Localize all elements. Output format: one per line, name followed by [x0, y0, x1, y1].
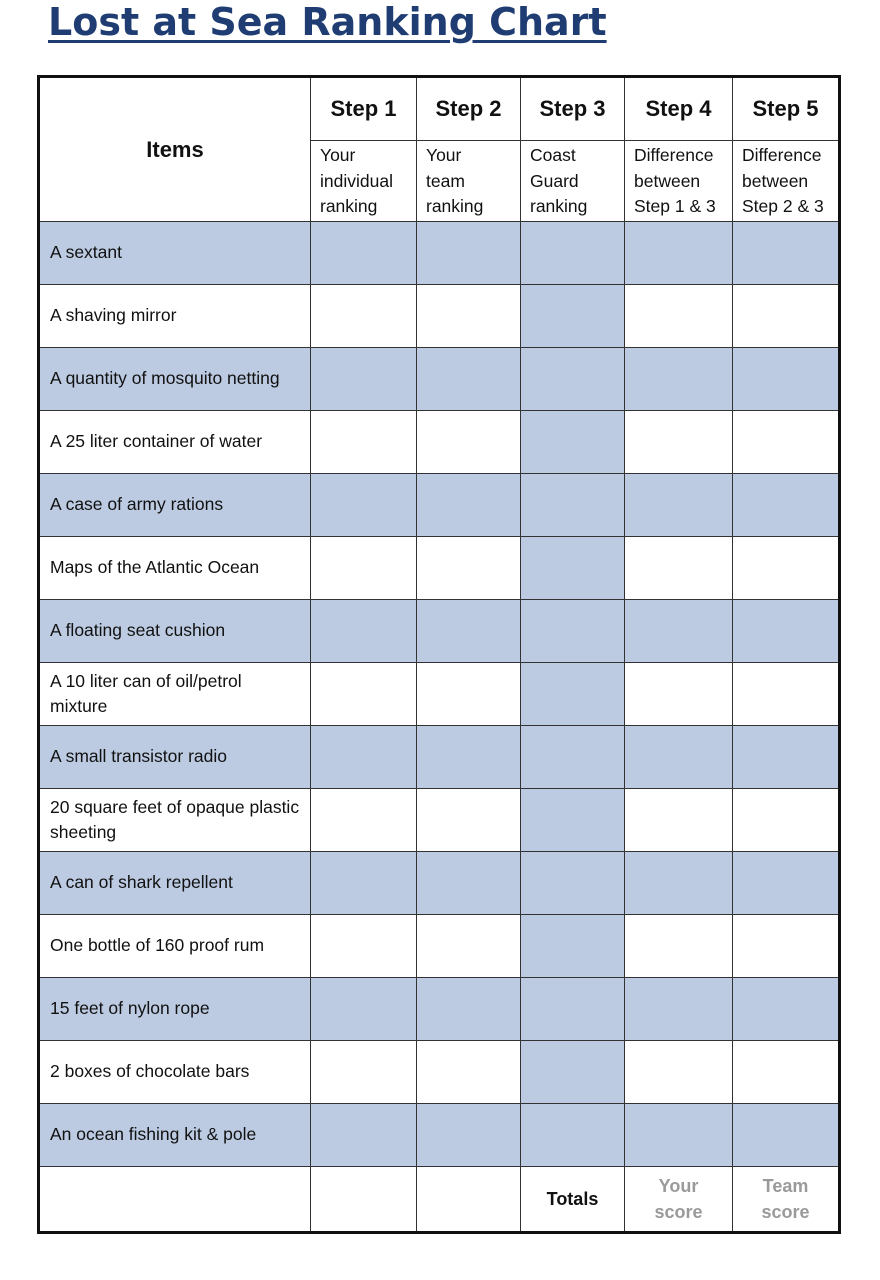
step-3-input-cell[interactable]: [521, 726, 625, 789]
table-row: [39, 663, 840, 726]
table-row: [39, 474, 840, 537]
step-1-input-cell[interactable]: [311, 1104, 417, 1167]
table-row: [39, 222, 840, 285]
step-3-input-cell[interactable]: [521, 537, 625, 600]
desc-line: Step 1 & 3: [634, 196, 716, 216]
item-name: A 10 liter can of oil/petrol mixture: [39, 663, 311, 726]
step-3-input-cell[interactable]: [521, 1104, 625, 1167]
step-1-input-cell[interactable]: [311, 537, 417, 600]
step-2-input-cell[interactable]: [417, 285, 521, 348]
step-2-input-cell[interactable]: [417, 978, 521, 1041]
table-row: [39, 348, 840, 411]
step-2-input-cell[interactable]: [417, 726, 521, 789]
step-2-input-cell[interactable]: [417, 348, 521, 411]
desc-line: Your: [320, 145, 356, 165]
step-3-header: Step 3: [521, 77, 625, 141]
step-2-input-cell[interactable]: [417, 411, 521, 474]
item-name: A quantity of mosquito netting: [39, 348, 311, 411]
step-1-input-cell[interactable]: [311, 726, 417, 789]
step-2-input-cell[interactable]: [417, 663, 521, 726]
step-5-input-cell[interactable]: [733, 348, 840, 411]
desc-line: Difference: [742, 145, 822, 165]
table-row: [39, 915, 840, 978]
table-row: [39, 537, 840, 600]
step-1-description: [311, 141, 417, 222]
step-3-description: [521, 141, 625, 222]
step-5-input-cell[interactable]: [733, 1104, 840, 1167]
items-header: Items: [39, 77, 311, 222]
item-name: A case of army rations: [39, 474, 311, 537]
step-3-input-cell[interactable]: [521, 348, 625, 411]
step-2-input-cell[interactable]: [417, 852, 521, 915]
desc-line: individual: [320, 170, 393, 191]
step-3-input-cell[interactable]: [521, 789, 625, 852]
step-5-input-cell[interactable]: [733, 978, 840, 1041]
step-5-header: Step 5: [733, 77, 840, 141]
step-4-description: [625, 141, 733, 222]
step-4-input-cell[interactable]: [625, 537, 733, 600]
step-4-input-cell[interactable]: [625, 411, 733, 474]
step-2-input-cell[interactable]: [417, 537, 521, 600]
team-score-cell[interactable]: [733, 1167, 840, 1233]
desc-line: ranking: [426, 196, 484, 216]
step-5-input-cell[interactable]: [733, 1041, 840, 1104]
ranking-table: [37, 75, 841, 1234]
item-name: A sextant: [39, 222, 311, 285]
item-name: A 25 liter container of water: [39, 411, 311, 474]
step-5-input-cell[interactable]: [733, 852, 840, 915]
step-1-total-cell[interactable]: [311, 1167, 417, 1233]
step-5-description: [733, 141, 840, 222]
step-4-input-cell[interactable]: [625, 1041, 733, 1104]
step-4-input-cell[interactable]: [625, 978, 733, 1041]
table-row: [39, 978, 840, 1041]
step-label-row: [39, 77, 840, 141]
team-score-label: Team: [762, 1176, 809, 1196]
item-name: 2 boxes of chocolate bars: [39, 1041, 311, 1104]
step-2-description: [417, 141, 521, 222]
step-4-input-cell[interactable]: [625, 600, 733, 663]
step-5-input-cell[interactable]: [733, 537, 840, 600]
step-2-input-cell[interactable]: [417, 474, 521, 537]
your-score-cell[interactable]: [625, 1167, 733, 1233]
desc-line: Coast: [530, 145, 576, 165]
step-2-input-cell[interactable]: [417, 915, 521, 978]
step-3-input-cell[interactable]: [521, 1041, 625, 1104]
item-name: Maps of the Atlantic Ocean: [39, 537, 311, 600]
step-3-input-cell[interactable]: [521, 285, 625, 348]
your-score-label: Your: [658, 1176, 699, 1196]
desc-line: ranking: [530, 196, 588, 216]
step-4-input-cell[interactable]: [625, 663, 733, 726]
step-1-input-cell[interactable]: [311, 411, 417, 474]
step-2-input-cell[interactable]: [417, 600, 521, 663]
step-4-input-cell[interactable]: [625, 852, 733, 915]
step-5-input-cell[interactable]: [733, 222, 840, 285]
desc-line: ranking: [320, 196, 378, 216]
step-1-input-cell[interactable]: [311, 285, 417, 348]
totals-row: [39, 1167, 840, 1233]
step-1-input-cell[interactable]: [311, 1041, 417, 1104]
step-5-input-cell[interactable]: [733, 600, 840, 663]
step-1-input-cell[interactable]: [311, 222, 417, 285]
step-3-input-cell[interactable]: [521, 474, 625, 537]
item-name: A shaving mirror: [39, 285, 311, 348]
item-name: 20 square feet of opaque plastic sheeting: [39, 789, 311, 852]
team-score-label: score: [761, 1202, 810, 1222]
step-1-input-cell[interactable]: [311, 600, 417, 663]
step-2-input-cell[interactable]: [417, 789, 521, 852]
step-5-input-cell[interactable]: [733, 915, 840, 978]
totals-label: Totals: [521, 1167, 625, 1233]
step-1-input-cell[interactable]: [311, 348, 417, 411]
step-1-header: Step 1: [311, 77, 417, 141]
item-name: One bottle of 160 proof rum: [39, 915, 311, 978]
step-5-input-cell[interactable]: [733, 726, 840, 789]
step-4-input-cell[interactable]: [625, 285, 733, 348]
table-row: [39, 726, 840, 789]
step-3-input-cell[interactable]: [521, 600, 625, 663]
step-5-input-cell[interactable]: [733, 285, 840, 348]
step-1-input-cell[interactable]: [311, 789, 417, 852]
step-1-input-cell[interactable]: [311, 852, 417, 915]
step-4-input-cell[interactable]: [625, 789, 733, 852]
item-name: A small transistor radio: [39, 726, 311, 789]
table-row: [39, 1104, 840, 1167]
step-4-input-cell[interactable]: [625, 1104, 733, 1167]
totals-empty-cell: [39, 1167, 311, 1233]
step-4-header: Step 4: [625, 77, 733, 141]
step-3-input-cell[interactable]: [521, 411, 625, 474]
step-5-input-cell[interactable]: [733, 411, 840, 474]
step-4-input-cell[interactable]: [625, 726, 733, 789]
desc-line: Guard: [530, 170, 579, 191]
page-title: Lost at Sea Ranking Chart: [48, 0, 607, 44]
step-4-input-cell[interactable]: [625, 474, 733, 537]
step-2-total-cell[interactable]: [417, 1167, 521, 1233]
step-1-input-cell[interactable]: [311, 915, 417, 978]
desc-line: Your: [426, 145, 462, 165]
step-4-input-cell[interactable]: [625, 348, 733, 411]
item-name: An ocean fishing kit & pole: [39, 1104, 311, 1167]
step-5-input-cell[interactable]: [733, 474, 840, 537]
step-4-input-cell[interactable]: [625, 222, 733, 285]
table-row: [39, 411, 840, 474]
item-name: A floating seat cushion: [39, 600, 311, 663]
step-2-input-cell[interactable]: [417, 1041, 521, 1104]
step-1-input-cell[interactable]: [311, 474, 417, 537]
step-4-input-cell[interactable]: [625, 915, 733, 978]
desc-line: between: [634, 170, 701, 191]
step-2-input-cell[interactable]: [417, 222, 521, 285]
step-5-input-cell[interactable]: [733, 663, 840, 726]
your-score-label: score: [654, 1202, 703, 1222]
desc-line: team: [426, 170, 465, 191]
desc-line: Step 2 & 3: [742, 196, 824, 216]
step-1-input-cell[interactable]: [311, 663, 417, 726]
table-row: [39, 600, 840, 663]
table-row: [39, 285, 840, 348]
item-name: A can of shark repellent: [39, 852, 311, 915]
step-5-input-cell[interactable]: [733, 789, 840, 852]
desc-line: Difference: [634, 145, 714, 165]
desc-line: between: [742, 170, 809, 191]
table-row: [39, 789, 840, 852]
step-3-input-cell[interactable]: [521, 915, 625, 978]
step-2-input-cell[interactable]: [417, 1104, 521, 1167]
item-name: 15 feet of nylon rope: [39, 978, 311, 1041]
step-3-input-cell[interactable]: [521, 852, 625, 915]
step-1-input-cell[interactable]: [311, 978, 417, 1041]
step-3-input-cell[interactable]: [521, 663, 625, 726]
table-row: [39, 852, 840, 915]
step-3-input-cell[interactable]: [521, 978, 625, 1041]
step-3-input-cell[interactable]: [521, 222, 625, 285]
step-2-header: Step 2: [417, 77, 521, 141]
table-row: [39, 1041, 840, 1104]
